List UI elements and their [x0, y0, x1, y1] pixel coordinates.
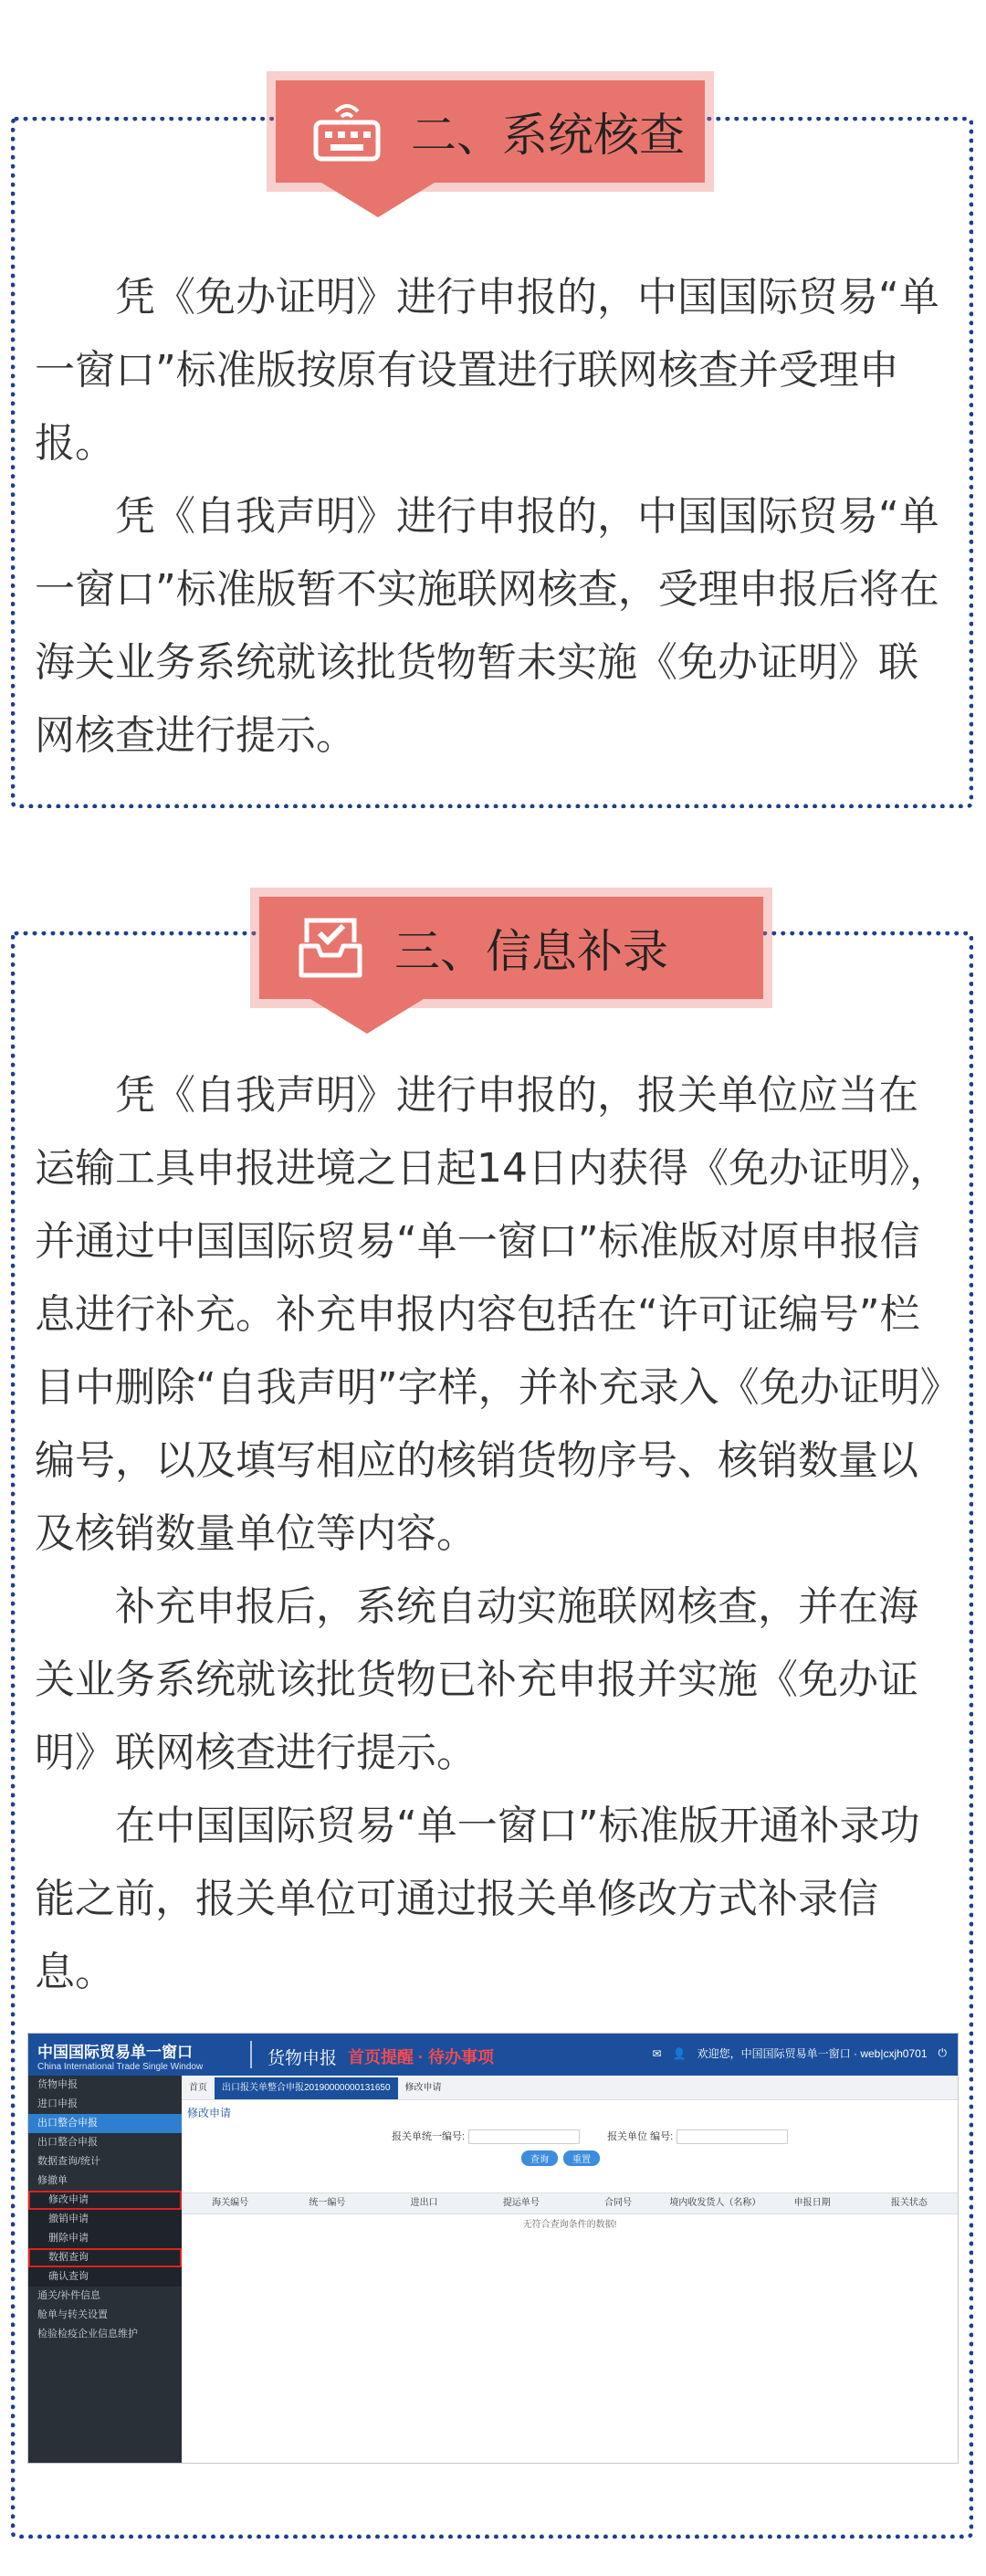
section-3-paragraph-2: 补充申报后，系统自动实施联网核查，并在海关业务系统就该批货物已补充申报并实施《免办证明》联网核查进行提示。: [35, 1583, 918, 1776]
section-3-paragraph-1: 凭《自我声明》进行申报的，报关单位应当在运输工具申报进境之日起14日内获得《免办证明》，并通过中国国际贸易“单一窗口”标准版对原申报信息进行补充。补充申报内容包括在“许可证编号”栏目中删除“自我声明”字样，并补充录入《免办证明》编号，以及填写相应的核销货物序号、核销数量以及核销数量单位等内容。: [35, 1072, 949, 1557]
section-3-paragraph-3: 在中国国际贸易“单一窗口”标准版开通补录功能之前，报关单位可通过报关单修改方式补录信息。: [35, 1803, 920, 1995]
sidebar-item[interactable]: 修撤单: [37, 2175, 68, 2186]
section-3-banner: [259, 897, 763, 999]
sidebar-item[interactable]: 出口整合申报: [37, 2137, 98, 2148]
reset-button[interactable]: 重置: [563, 2150, 600, 2166]
sidebar-item[interactable]: 撤销申请: [28, 2210, 182, 2229]
column-header: 合同号: [604, 2198, 633, 2208]
sidebar-item[interactable]: 通关/补件信息: [37, 2290, 101, 2301]
column-header: 进出口: [410, 2198, 438, 2208]
sidebar-item[interactable]: 舱单与转关设置: [37, 2309, 108, 2320]
section-3-arrow: [310, 999, 424, 1034]
query-button[interactable]: 查询: [521, 2150, 558, 2166]
column-header: 报关状态: [890, 2198, 928, 2208]
user-icon: 👤: [672, 2046, 687, 2060]
single-window-screenshot: [27, 2033, 959, 2464]
sidebar-item[interactable]: 数据查询: [28, 2248, 182, 2267]
section-2-paragraph-2: 凭《自我声明》进行申报的，中国国际贸易“单一窗口”标准版暂不实施联网核查，受理申报后将在海关业务系统就该批货物暂未实施《免办证明》联网核查进行提示。: [35, 493, 939, 759]
single-window-logo: 中国国际贸易单一窗口 China International Trade Single Window: [37, 2044, 204, 2072]
inbox-check-icon: [294, 911, 367, 984]
column-header: 境内收发货人（名称）: [669, 2198, 761, 2208]
tab[interactable]: 修改申请: [404, 2083, 442, 2093]
section-2-banner: [276, 80, 705, 183]
sidebar-item[interactable]: 进口申报: [37, 2098, 78, 2109]
user-welcome: 欢迎您，中国国际贸易单一窗口 · web|cxjh0701: [697, 2047, 928, 2060]
tab[interactable]: 首页: [189, 2083, 207, 2093]
column-header: 提运单号: [502, 2198, 540, 2208]
declarant-no-input[interactable]: [677, 2129, 788, 2144]
module-title: 货物申报: [267, 2049, 338, 2068]
section-2-title: 二、系统核查: [411, 109, 685, 162]
result-table-header: [182, 2192, 958, 2214]
section-3-title: 三、信息补录: [394, 925, 668, 978]
section-2-paragraph-1: 凭《免办证明》进行申报的，中国国际贸易“单一窗口”标准版按原有设置进行联网核查并受理申报。: [35, 274, 939, 467]
sidebar-item[interactable]: 修改申请: [28, 2191, 182, 2210]
screenshot-sidebar: [28, 2076, 182, 2463]
field2-label: 报关单位 编号:: [607, 2131, 674, 2142]
screenshot-header: [28, 2034, 958, 2076]
sidebar-item[interactable]: 检验检疫企业信息维护: [37, 2329, 138, 2339]
tab[interactable]: 出口报关单整合申报20190000000131650: [215, 2077, 398, 2099]
section-2-arrow: [321, 183, 435, 217]
unified-no-input[interactable]: [468, 2129, 580, 2144]
mail-icon[interactable]: ✉: [652, 2046, 662, 2060]
column-header: 统一编号: [309, 2198, 346, 2208]
sidebar-item[interactable]: 货物申报: [37, 2079, 78, 2090]
screenshot-tabbar: [182, 2076, 958, 2100]
column-header: 海关编号: [212, 2198, 249, 2208]
sidebar-item[interactable]: 出口整合申报: [28, 2114, 182, 2133]
empty-result-text: 无符合查询条件的数据!: [522, 2220, 617, 2230]
notice-text[interactable]: 首页提醒 · 待办事项: [348, 2048, 494, 2066]
column-header: 申报日期: [793, 2198, 831, 2208]
power-icon[interactable]: ⏻: [938, 2046, 947, 2059]
field1-label: 报关单统一编号:: [392, 2131, 466, 2142]
screenshot-main: [182, 2099, 958, 2463]
sidebar-item[interactable]: 数据查询/统计: [37, 2156, 101, 2167]
sidebar-item[interactable]: 确认查询: [28, 2267, 182, 2287]
keyboard-icon: [310, 95, 383, 168]
sidebar-item[interactable]: 删除申请: [28, 2229, 182, 2248]
page-title: 修改申请: [187, 2107, 232, 2119]
